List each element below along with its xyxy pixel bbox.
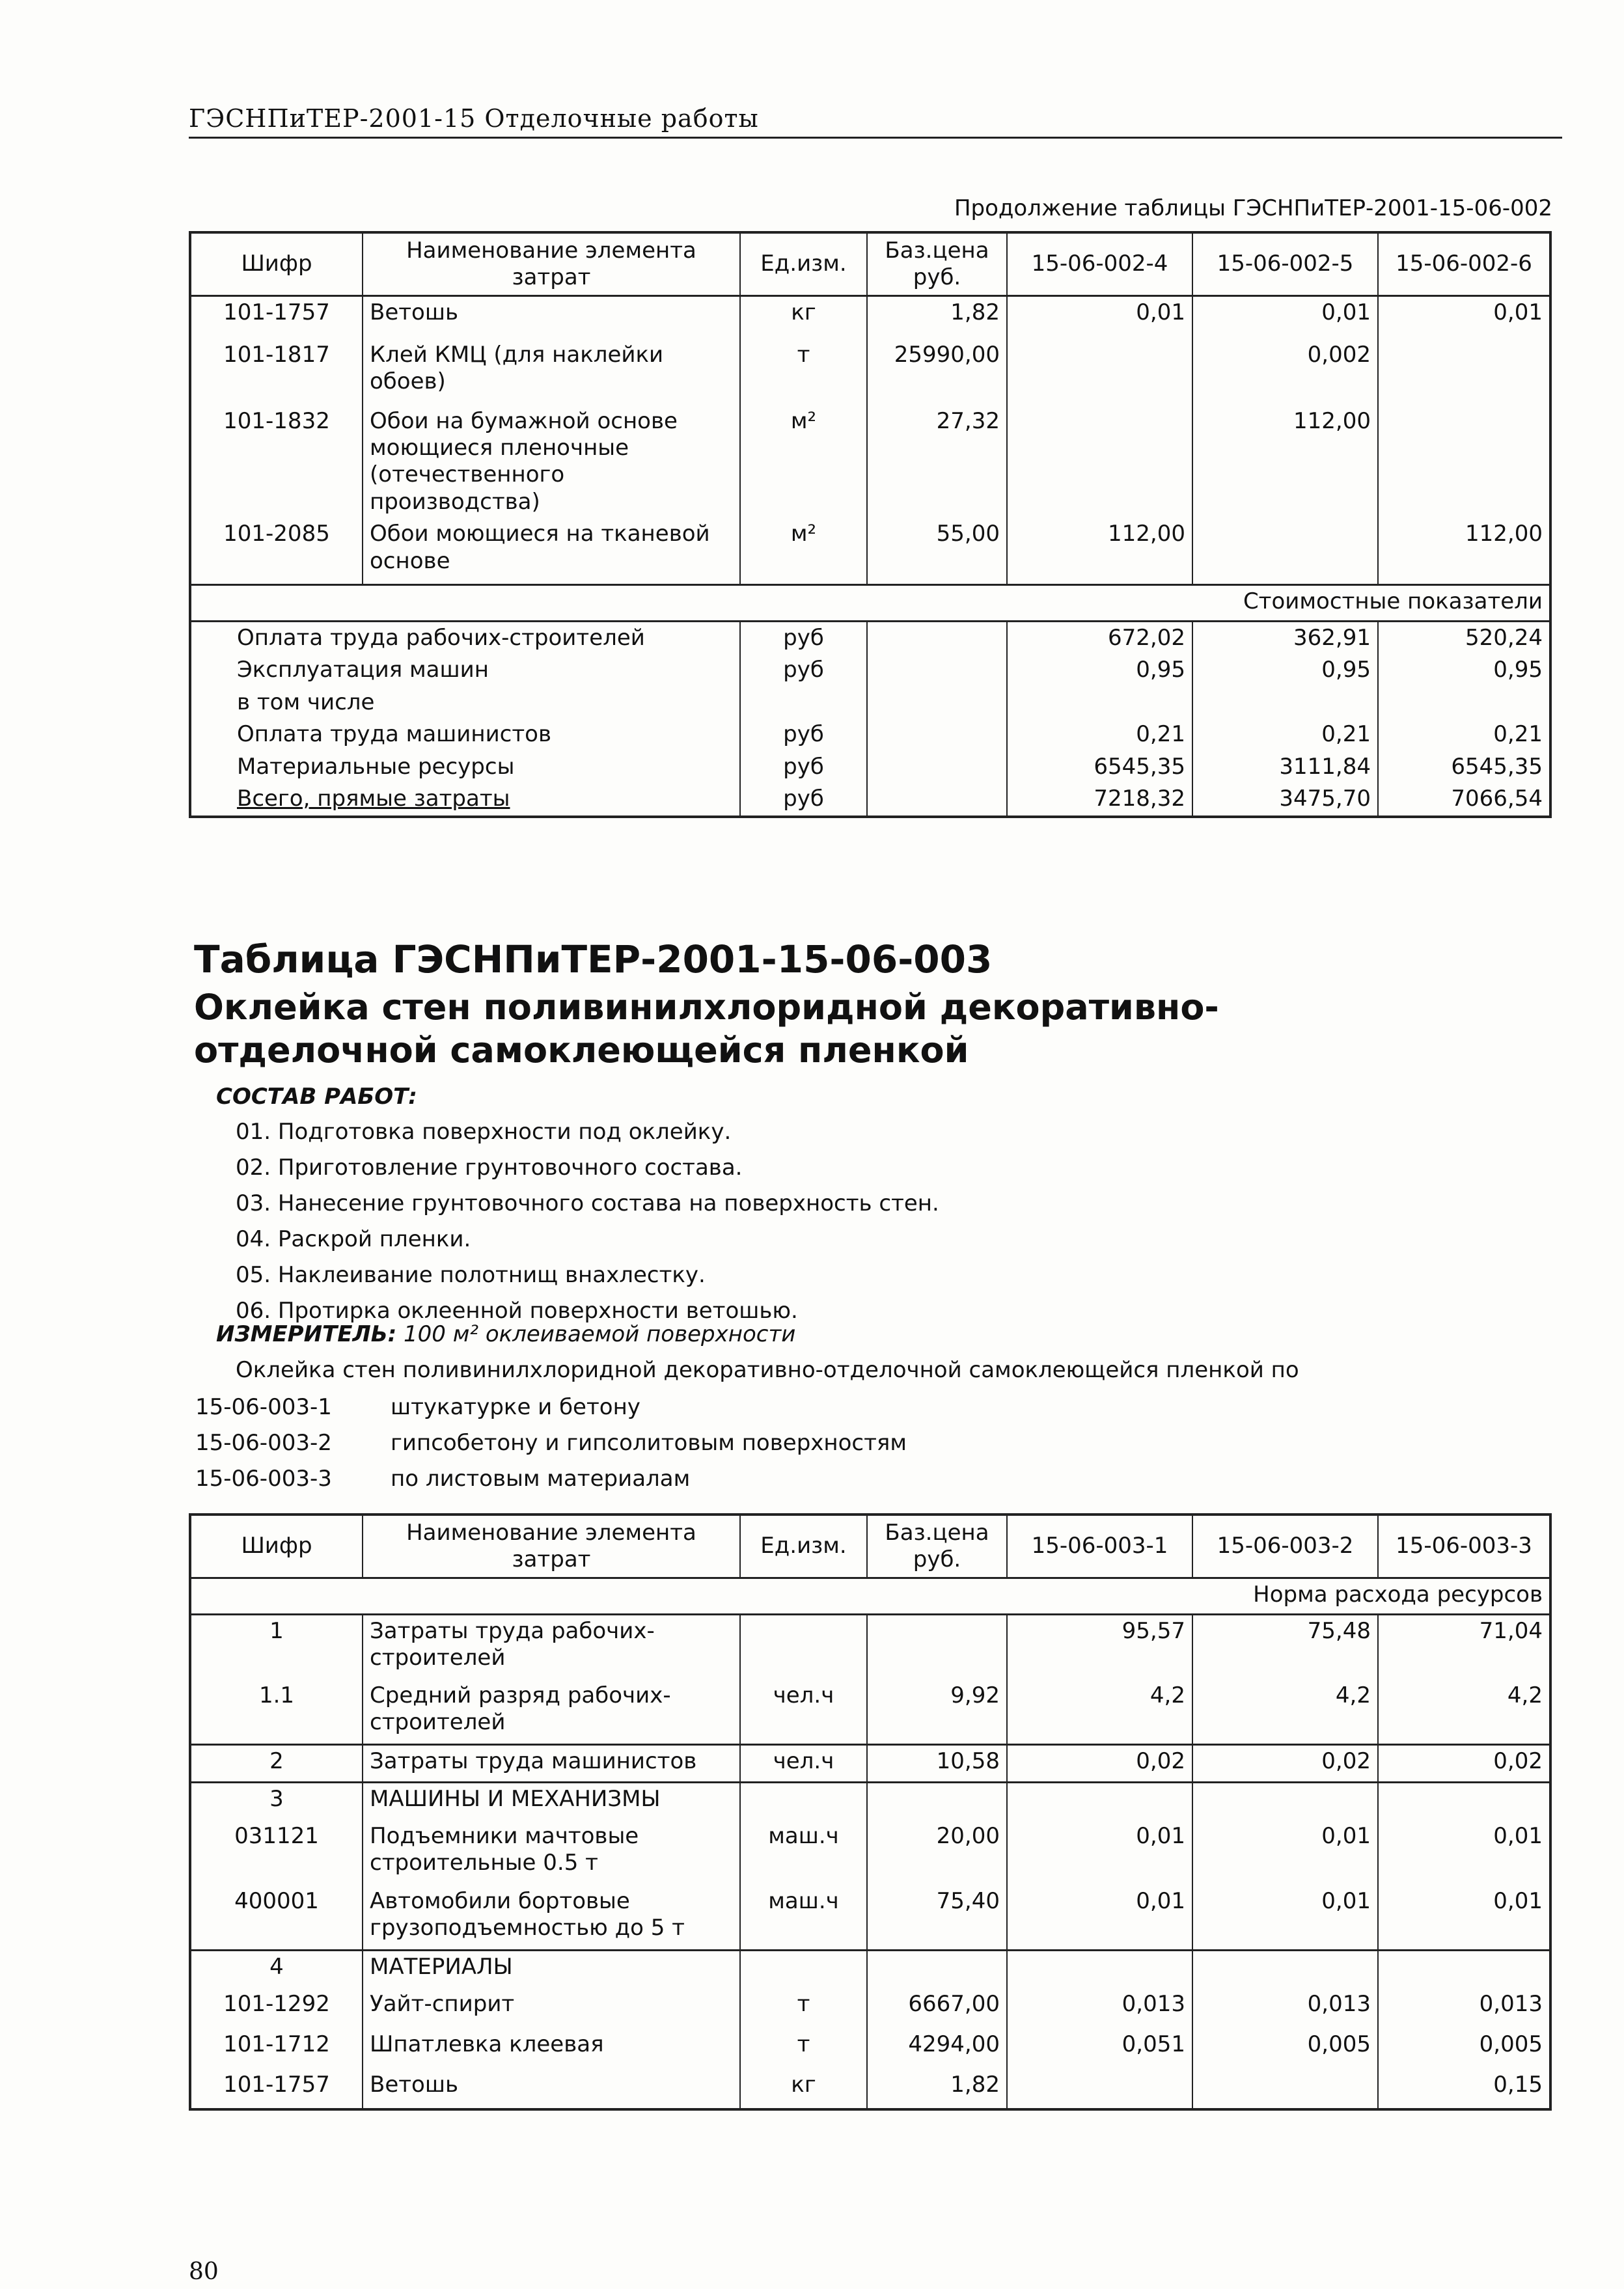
variant-item bbox=[195, 1390, 907, 1425]
column-header: Ед.изм. bbox=[740, 1515, 867, 1578]
value-cell: 3111,84 bbox=[1192, 751, 1378, 783]
value-cell: 0,95 bbox=[1192, 654, 1378, 686]
value-cell bbox=[1007, 339, 1192, 405]
code-cell: 1.1 bbox=[190, 1680, 363, 1745]
measure-line bbox=[216, 1321, 795, 1347]
table-row bbox=[190, 2069, 1550, 2109]
cost-row bbox=[190, 783, 1550, 816]
variant-item bbox=[195, 1461, 907, 1497]
cost-table-15-06-002 bbox=[189, 231, 1552, 818]
empty-cell bbox=[740, 1783, 867, 1820]
cost-row bbox=[190, 687, 1550, 719]
name-cell: Затраты труда рабочих-строителей bbox=[363, 1615, 740, 1680]
value-cell bbox=[1378, 339, 1550, 405]
empty-cell bbox=[740, 687, 867, 719]
empty-cell bbox=[1007, 1783, 1192, 1820]
unit-cell: руб bbox=[740, 719, 867, 750]
value-cell: 0,21 bbox=[1378, 719, 1550, 750]
work-item: 04. Раскрой пленки. bbox=[236, 1226, 471, 1252]
table-row bbox=[190, 1988, 1550, 2029]
column-header: Шифр bbox=[190, 232, 363, 296]
measure-value: 100 м² оклеиваемой поверхности bbox=[404, 1321, 796, 1347]
empty-cell bbox=[740, 1951, 867, 1988]
value-cell bbox=[1007, 405, 1192, 519]
variant-text: штукатурке и бетону bbox=[391, 1394, 640, 1420]
value-cell: 0,002 bbox=[1192, 339, 1378, 405]
value-cell: 0,01 bbox=[1007, 1885, 1192, 1951]
code-cell: 101-1832 bbox=[190, 405, 363, 519]
variants-intro: Оклейка стен поливинилхлоридной декоративно-отделочной самоклеющейся пленкой по bbox=[236, 1357, 1299, 1383]
value-cell: 4,2 bbox=[1378, 1680, 1550, 1745]
column-header: Ед.изм. bbox=[740, 232, 867, 296]
empty-cell bbox=[867, 751, 1007, 783]
value-cell bbox=[1192, 2069, 1378, 2109]
unit-cell: руб bbox=[740, 621, 867, 654]
value-cell: 0,95 bbox=[1378, 654, 1550, 686]
work-item: 03. Нанесение грунтовочного состава на поверхность стен. bbox=[236, 1190, 939, 1216]
price-cell: 55,00 bbox=[867, 518, 1007, 584]
value-cell: 4,2 bbox=[1007, 1680, 1192, 1745]
value-cell: 112,00 bbox=[1192, 405, 1378, 519]
code-cell: 101-1292 bbox=[190, 1988, 363, 2029]
value-cell: 0,21 bbox=[1007, 719, 1192, 750]
name-cell: Автомобили бортовые грузоподъемностью до 5 т bbox=[363, 1885, 740, 1951]
measure-label: ИЗМЕРИТЕЛЬ: bbox=[216, 1321, 397, 1347]
column-header: 15-06-002-5 bbox=[1192, 232, 1378, 296]
value-cell: 7218,32 bbox=[1007, 783, 1192, 816]
table-row bbox=[190, 2029, 1550, 2069]
work-item: 01. Подготовка поверхности под оклейку. bbox=[236, 1119, 732, 1145]
cost-row bbox=[190, 719, 1550, 750]
unit-cell bbox=[740, 1615, 867, 1680]
cost-row bbox=[190, 654, 1550, 686]
value-cell: 7066,54 bbox=[1378, 783, 1550, 816]
table-row bbox=[190, 1783, 1550, 1820]
table-continuation-note: Продолжение таблицы ГЭСНПиТЕР-2001-15-06-002 bbox=[954, 195, 1552, 221]
variant-code: 15-06-003-2 bbox=[195, 1430, 332, 1456]
name-cell: Подъемники мачтовые строительные 0.5 т bbox=[363, 1820, 740, 1885]
cost-label: Оплата труда рабочих-строителей bbox=[190, 621, 740, 654]
price-cell: 27,32 bbox=[867, 405, 1007, 519]
works-list bbox=[236, 1114, 939, 1329]
empty-cell bbox=[1378, 1783, 1550, 1820]
value-cell: 3475,70 bbox=[1192, 783, 1378, 816]
empty-cell bbox=[867, 687, 1007, 719]
table-row bbox=[190, 296, 1550, 339]
column-header: 15-06-003-1 bbox=[1007, 1515, 1192, 1578]
work-item: 06. Протирка оклеенной поверхности ветошью. bbox=[236, 1298, 798, 1324]
empty-cell bbox=[1378, 687, 1550, 719]
code-cell: 101-1757 bbox=[190, 2069, 363, 2109]
table-row bbox=[190, 1885, 1550, 1951]
value-cell: 95,57 bbox=[1007, 1615, 1192, 1680]
empty-cell bbox=[867, 783, 1007, 816]
price-cell: 4294,00 bbox=[867, 2029, 1007, 2069]
code-cell: 101-1712 bbox=[190, 2029, 363, 2069]
unit-cell: руб bbox=[740, 751, 867, 783]
column-header: Баз.цена руб. bbox=[867, 232, 1007, 296]
unit-cell: руб bbox=[740, 783, 867, 816]
cost-label: Всего, прямые затраты bbox=[190, 783, 740, 816]
value-cell: 4,2 bbox=[1192, 1680, 1378, 1745]
name-cell: Ветошь bbox=[363, 2069, 740, 2109]
value-cell: 0,01 bbox=[1192, 296, 1378, 339]
name-cell: Затраты труда машинистов bbox=[363, 1745, 740, 1783]
value-cell: 520,24 bbox=[1378, 621, 1550, 654]
table-row bbox=[190, 1745, 1550, 1783]
table-row bbox=[190, 1680, 1550, 1745]
code-cell: 031121 bbox=[190, 1820, 363, 1885]
value-cell: 0,01 bbox=[1378, 1820, 1550, 1885]
unit-cell: чел.ч bbox=[740, 1680, 867, 1745]
unit-cell: кг bbox=[740, 296, 867, 339]
code-cell: 4 bbox=[190, 1951, 363, 1988]
running-header: ГЭСНПиТЕР-2001-15 Отделочные работы bbox=[189, 104, 1562, 139]
column-header: 15-06-003-3 bbox=[1378, 1515, 1550, 1578]
value-cell: 0,95 bbox=[1007, 654, 1192, 686]
cost-label: в том числе bbox=[190, 687, 740, 719]
unit-cell: т bbox=[740, 1988, 867, 2029]
value-cell bbox=[1007, 2069, 1192, 2109]
table-row bbox=[190, 405, 1550, 519]
price-cell: 20,00 bbox=[867, 1820, 1007, 1885]
value-cell: 0,013 bbox=[1192, 1988, 1378, 2029]
cost-row bbox=[190, 751, 1550, 783]
price-cell: 6667,00 bbox=[867, 1988, 1007, 2029]
norm-banner-row bbox=[190, 1578, 1550, 1615]
name-cell: МАТЕРИАЛЫ bbox=[363, 1951, 740, 1988]
price-cell bbox=[867, 1615, 1007, 1680]
variant-item bbox=[195, 1425, 907, 1461]
value-cell: 0,15 bbox=[1378, 2069, 1550, 2109]
value-cell: 75,48 bbox=[1192, 1615, 1378, 1680]
value-cell: 0,051 bbox=[1007, 2029, 1192, 2069]
column-header: 15-06-002-4 bbox=[1007, 232, 1192, 296]
cost-row bbox=[190, 621, 1550, 654]
table-row bbox=[190, 1951, 1550, 1988]
unit-cell: м² bbox=[740, 518, 867, 584]
empty-cell bbox=[867, 719, 1007, 750]
name-cell: Уайт-спирит bbox=[363, 1988, 740, 2029]
column-header: Баз.цена руб. bbox=[867, 1515, 1007, 1578]
value-cell: 0,01 bbox=[1378, 296, 1550, 339]
price-cell: 25990,00 bbox=[867, 339, 1007, 405]
value-cell: 0,005 bbox=[1378, 2029, 1550, 2069]
name-cell: Обои на бумажной основе моющиеся пленочные (отечественного производства) bbox=[363, 405, 740, 519]
unit-cell: т bbox=[740, 339, 867, 405]
value-cell: 362,91 bbox=[1192, 621, 1378, 654]
price-cell: 10,58 bbox=[867, 1745, 1007, 1783]
price-cell: 1,82 bbox=[867, 2069, 1007, 2109]
code-cell: 400001 bbox=[190, 1885, 363, 1951]
code-cell: 101-2085 bbox=[190, 518, 363, 584]
column-header: Наименование элемента затрат bbox=[363, 1515, 740, 1578]
unit-cell: т bbox=[740, 2029, 867, 2069]
value-cell: 0,01 bbox=[1007, 1820, 1192, 1885]
table-row bbox=[190, 339, 1550, 405]
page-number: 80 bbox=[189, 2258, 219, 2285]
variants-list bbox=[195, 1390, 907, 1497]
value-cell: 0,02 bbox=[1007, 1745, 1192, 1783]
value-cell bbox=[1378, 405, 1550, 519]
empty-cell bbox=[1192, 687, 1378, 719]
value-cell: 0,02 bbox=[1378, 1745, 1550, 1783]
variant-code: 15-06-003-3 bbox=[195, 1466, 332, 1492]
value-cell bbox=[1192, 518, 1378, 584]
cost-banner: Стоимостные показатели bbox=[190, 584, 1550, 621]
empty-cell bbox=[1378, 1951, 1550, 1988]
value-cell: 0,013 bbox=[1378, 1988, 1550, 2029]
value-cell: 6545,35 bbox=[1007, 751, 1192, 783]
unit-cell: маш.ч bbox=[740, 1885, 867, 1951]
unit-cell: руб bbox=[740, 654, 867, 686]
name-cell: Обои моющиеся на тканевой основе bbox=[363, 518, 740, 584]
empty-cell bbox=[1007, 1951, 1192, 1988]
price-cell: 75,40 bbox=[867, 1885, 1007, 1951]
table-row bbox=[190, 1820, 1550, 1885]
price-cell: 1,82 bbox=[867, 296, 1007, 339]
composition-heading: СОСТАВ РАБОТ: bbox=[216, 1084, 417, 1110]
value-cell: 112,00 bbox=[1007, 518, 1192, 584]
empty-cell bbox=[867, 654, 1007, 686]
variant-text: по листовым материалам bbox=[391, 1466, 691, 1492]
name-cell: Средний разряд рабочих-строителей bbox=[363, 1680, 740, 1745]
name-cell: Шпатлевка клеевая bbox=[363, 2029, 740, 2069]
unit-cell: м² bbox=[740, 405, 867, 519]
empty-cell bbox=[867, 621, 1007, 654]
column-header: Наименование элемента затрат bbox=[363, 232, 740, 296]
empty-cell bbox=[1192, 1783, 1378, 1820]
variant-code: 15-06-003-1 bbox=[195, 1394, 332, 1420]
section-title: Таблица ГЭСНПиТЕР-2001-15-06-003 bbox=[194, 937, 993, 981]
name-cell: Ветошь bbox=[363, 296, 740, 339]
column-header: Шифр bbox=[190, 1515, 363, 1578]
column-header: 15-06-002-6 bbox=[1378, 232, 1550, 296]
value-cell: 0,02 bbox=[1192, 1745, 1378, 1783]
table-row bbox=[190, 518, 1550, 584]
empty-cell bbox=[867, 1951, 1007, 1988]
code-cell: 2 bbox=[190, 1745, 363, 1783]
cost-label: Эксплуатация машин bbox=[190, 654, 740, 686]
unit-cell: кг bbox=[740, 2069, 867, 2109]
price-cell: 9,92 bbox=[867, 1680, 1007, 1745]
work-item: 02. Приготовление грунтовочного состава. bbox=[236, 1155, 743, 1181]
value-cell: 0,01 bbox=[1378, 1885, 1550, 1951]
resource-table-15-06-003 bbox=[189, 1513, 1552, 2111]
column-header: 15-06-003-2 bbox=[1192, 1515, 1378, 1578]
table-header-row bbox=[190, 1515, 1550, 1578]
variant-text: гипсобетону и гипсолитовым поверхностям bbox=[391, 1430, 907, 1456]
section-subtitle: Оклейка стен поливинилхлоридной декоративно- отделочной самоклеющейся пленкой bbox=[194, 987, 1219, 1071]
cost-label: Оплата труда машинистов bbox=[190, 719, 740, 750]
work-item: 05. Наклеивание полотнищ внахлестку. bbox=[236, 1262, 706, 1288]
table-row bbox=[190, 1615, 1550, 1680]
value-cell: 0,01 bbox=[1007, 296, 1192, 339]
value-cell: 0,005 bbox=[1192, 2029, 1378, 2069]
name-cell: Клей КМЦ (для наклейки обоев) bbox=[363, 339, 740, 405]
code-cell: 101-1757 bbox=[190, 296, 363, 339]
value-cell: 112,00 bbox=[1378, 518, 1550, 584]
value-cell: 6545,35 bbox=[1378, 751, 1550, 783]
empty-cell bbox=[1007, 687, 1192, 719]
unit-cell: чел.ч bbox=[740, 1745, 867, 1783]
value-cell: 0,21 bbox=[1192, 719, 1378, 750]
cost-banner-row bbox=[190, 584, 1550, 621]
code-cell: 101-1817 bbox=[190, 339, 363, 405]
code-cell: 1 bbox=[190, 1615, 363, 1680]
empty-cell bbox=[1192, 1951, 1378, 1988]
cost-label: Материальные ресурсы bbox=[190, 751, 740, 783]
value-cell: 71,04 bbox=[1378, 1615, 1550, 1680]
value-cell: 0,013 bbox=[1007, 1988, 1192, 2029]
value-cell: 0,01 bbox=[1192, 1820, 1378, 1885]
code-cell: 3 bbox=[190, 1783, 363, 1820]
empty-cell bbox=[867, 1783, 1007, 1820]
name-cell: МАШИНЫ И МЕХАНИЗМЫ bbox=[363, 1783, 740, 1820]
unit-cell: маш.ч bbox=[740, 1820, 867, 1885]
value-cell: 0,01 bbox=[1192, 1885, 1378, 1951]
norm-banner: Норма расхода ресурсов bbox=[190, 1578, 1550, 1615]
table-header-row bbox=[190, 232, 1550, 296]
value-cell: 672,02 bbox=[1007, 621, 1192, 654]
